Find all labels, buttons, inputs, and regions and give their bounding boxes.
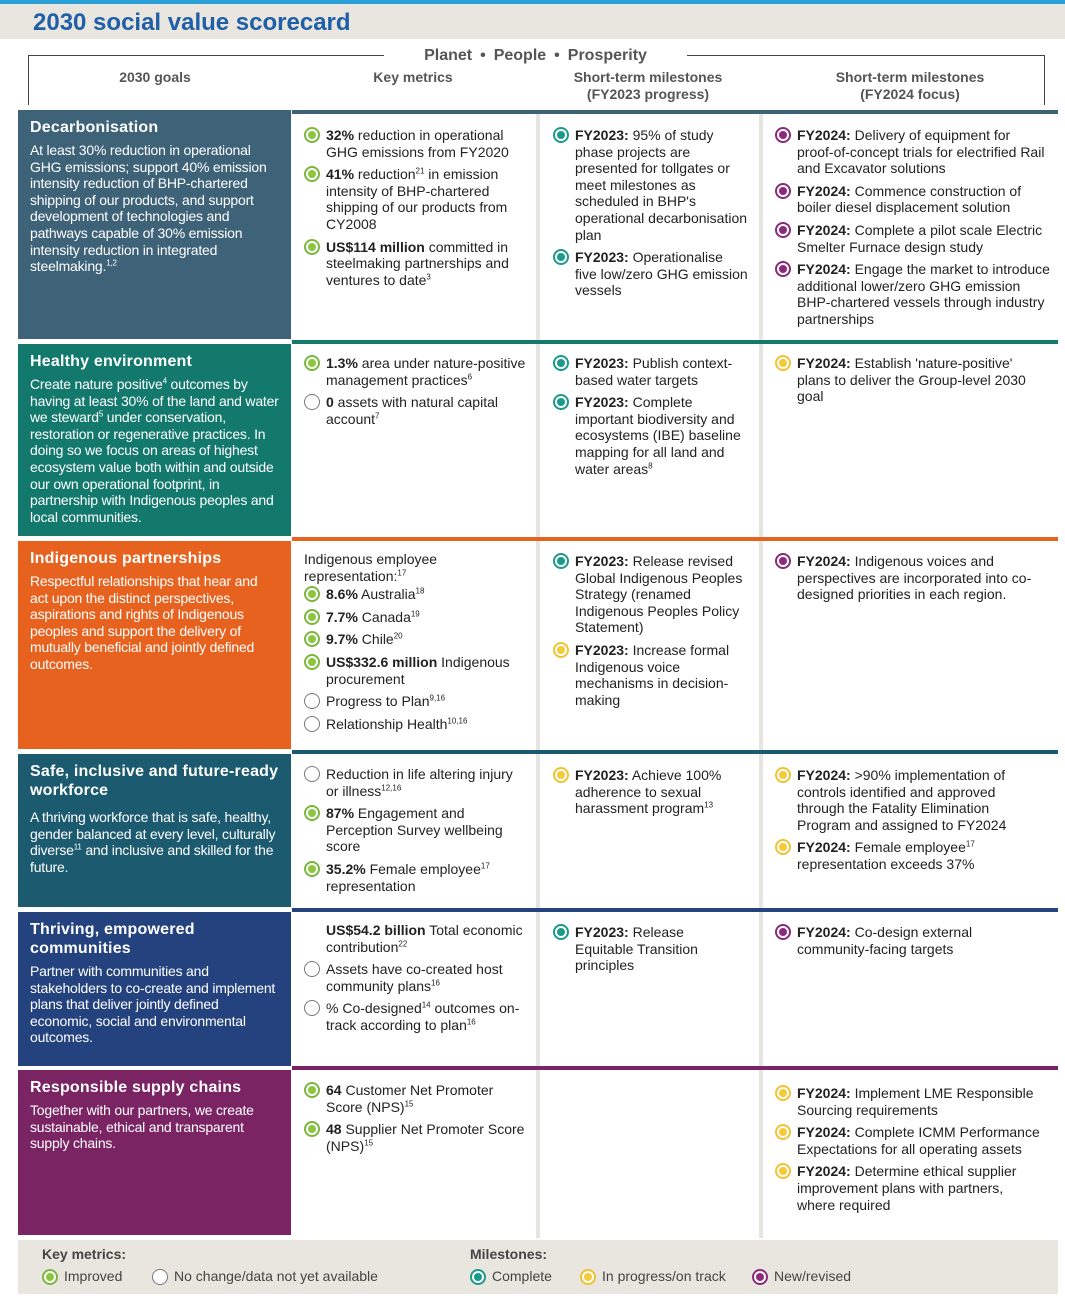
metric-item: 35.2% Female employee$^{17}$ representation — [304, 861, 526, 894]
tagline-dot: • — [554, 47, 560, 64]
milestone-item: FY2023: Operationalise five low/zero GHG emission vessels — [553, 249, 748, 299]
new-revised-icon — [775, 261, 791, 277]
header-fy2024 — [810, 69, 1010, 103]
legend-complete: Complete — [470, 1268, 552, 1285]
row-divider-workforce — [292, 750, 1058, 754]
metric-item: Assets have co-created host community plans$^{16}$ — [304, 961, 526, 994]
complete-icon — [553, 553, 569, 569]
metrics-decarbonisation — [304, 127, 526, 294]
goal-description: Create nature positive$^4$ outcomes by having at least 30% of the land and water we steward$^5$ under conservation, restoration or regenerative practices. In doing so we focus on areas of highest ecosystem value both within and outside our own operational footprint, in partnership with Indigenous peoples and local communities. — [30, 376, 279, 525]
in-progress-icon — [775, 1085, 791, 1101]
improved-icon — [304, 631, 320, 647]
milestone-item: FY2024: Indigenous voices and perspectives are incorporated into co-designed priorities in each region. — [775, 553, 1040, 603]
in-progress-icon — [775, 839, 791, 855]
milestone-item: FY2024: Determine ethical supplier improvement plans with partners, where required — [775, 1163, 1045, 1213]
improved-icon — [304, 654, 320, 670]
milestone-item: FY2024: Complete ICMM Performance Expectations for all operating assets — [775, 1124, 1045, 1157]
metric-item: Reduction in life altering injury or illness$^{12,16}$ — [304, 766, 526, 799]
improved-icon — [304, 127, 320, 143]
tagline-planet: Planet — [424, 47, 473, 64]
fy2024-healthy — [775, 355, 1035, 411]
milestone-item: FY2024: Commence construction of boiler diesel displacement solution — [775, 183, 1050, 216]
improved-icon — [304, 1082, 320, 1098]
in-progress-icon — [580, 1269, 596, 1285]
legend-new-revised: New/revised — [752, 1268, 851, 1285]
goal-title: Responsible supply chains — [30, 1079, 242, 1096]
legend-no-change: No change/data not yet available — [152, 1268, 378, 1285]
new-revised-icon — [775, 183, 791, 199]
goal-healthy-environment — [18, 344, 291, 536]
row-divider-healthy — [292, 340, 1058, 344]
milestone-item: FY2024: Establish 'nature-positive' plans to deliver the Group-level 2030 goal — [775, 355, 1035, 405]
header-fy2024-line1: Short-term milestones — [835, 69, 985, 85]
header-fy2023-line1: Short-term milestones — [573, 69, 723, 85]
milestone-item: FY2023: Increase formal Indigenous voice mechanisms in decision-making — [553, 642, 748, 708]
milestone-item: FY2023: Complete important biodiversity and ecosystems (IBE) baseline mapping for all land and water areas$^8$ — [553, 394, 748, 477]
tagline — [384, 45, 687, 67]
goal-description: A thriving workforce that is safe, healthy, gender balanced at every level, culturally diverse$^{11}$ and inclusive and skilled for the future. — [30, 809, 276, 875]
in-progress-icon — [553, 767, 569, 783]
page-title: 2030 social value scorecard — [33, 9, 351, 36]
fy2023-decarbonisation — [553, 127, 748, 305]
in-progress-icon — [775, 355, 791, 371]
row-divider-supply — [292, 1066, 1058, 1070]
metric-item: US$114 million committed in steelmaking partnerships and ventures to date$^3$ — [304, 239, 526, 289]
fy2023-communities — [553, 924, 733, 980]
new-revised-icon — [775, 222, 791, 238]
complete-icon — [553, 355, 569, 371]
metric-item: 48 Supplier Net Promoter Score (NPS)$^{15}$ — [304, 1121, 526, 1154]
row-divider-decarbonisation — [292, 110, 1058, 114]
fy2024-communities — [775, 924, 1015, 963]
metrics-supply — [304, 1082, 526, 1160]
legend-milestones-label: Milestones: — [470, 1246, 548, 1262]
complete-icon — [553, 924, 569, 940]
goal-title: Safe, inclusive and future-ready workforce — [30, 763, 279, 799]
no-change-icon — [304, 716, 320, 732]
new-revised-icon — [775, 553, 791, 569]
fy2024-decarbonisation — [775, 127, 1050, 334]
improved-icon — [304, 1121, 320, 1137]
fy2023-healthy — [553, 355, 748, 483]
fy2024-indigenous — [775, 553, 1040, 609]
in-progress-icon — [775, 767, 791, 783]
no-change-icon — [304, 766, 320, 782]
header-key-metrics: Key metrics — [373, 69, 453, 85]
improved-icon — [304, 586, 320, 602]
legend-improved: Improved — [42, 1268, 122, 1285]
complete-icon — [470, 1269, 486, 1285]
fy2024-supply — [775, 1085, 1045, 1219]
metric-item: 32% reduction in operational GHG emissions from FY2020 — [304, 127, 526, 160]
metric-item: US$54.2 billion Total economic contribution$^{22}$ — [326, 922, 523, 955]
metric-item: 7.7% Canada$^{19}$ — [304, 609, 526, 626]
metric-intro: Indigenous employee representation:$^{17}$ — [304, 551, 438, 584]
metric-item: Relationship Health$^{10,16}$ — [304, 716, 526, 733]
goal-communities — [18, 912, 291, 1066]
metric-item: Progress to Plan$^{9,16}$ — [304, 693, 526, 710]
milestone-item: FY2024: Female employee$^{17}$ representation exceeds 37% — [775, 839, 1035, 872]
metric-item: 9.7% Chile$^{20}$ — [304, 631, 526, 648]
improved-icon — [304, 805, 320, 821]
goal-description: Partner with communities and stakeholders to co-create and implement plans that deliver jointly defined economic, social and environmental outcomes. — [30, 963, 276, 1046]
in-progress-icon — [553, 642, 569, 658]
metric-item: 41% reduction$^{21}$ in emission intensity of BHP-chartered shipping of our products from CY2008 — [304, 166, 526, 232]
improved-icon — [304, 239, 320, 255]
no-change-icon — [304, 394, 320, 410]
improved-icon — [304, 166, 320, 182]
tagline-people: People — [493, 47, 547, 64]
goal-decarbonisation — [18, 110, 291, 339]
legend — [18, 1240, 1058, 1294]
milestone-item: FY2023: 95% of study phase projects are presented for tollgates or meet milestones as scheduled in BHP's operational decarbonisation plan — [553, 127, 748, 243]
milestone-item: FY2024: >90% implementation of controls identified and approved through the Fatality Elimination Program and assigned to FY2024 — [775, 767, 1035, 833]
no-change-icon — [304, 1000, 320, 1016]
metric-item: 1.3% area under nature-positive management practices$^6$ — [304, 355, 526, 388]
milestone-item: FY2023: Release revised Global Indigenous Peoples Strategy (renamed Indigenous Peoples Policy Statement) — [553, 553, 748, 636]
goal-description: Respectful relationships that hear and act upon the distinct perspectives, aspirations and rights of Indigenous peoples and support the delivery of mutually beneficial and jointly defined outcomes. — [30, 573, 258, 672]
title-bar — [0, 4, 1065, 39]
goal-description: At least 30% reduction in operational GHG emissions; support 40% emission intensity reduction of BHP-chartered shipping of our products, and support development of technologies and pathways capable of 30% emission intensity reduction in integrated steelmaking.$^{1,2}$ — [30, 142, 267, 275]
goal-title: Healthy environment — [30, 353, 193, 370]
new-revised-icon — [752, 1269, 768, 1285]
complete-icon — [553, 394, 569, 410]
no-change-icon — [152, 1269, 168, 1285]
metric-item: 0 assets with natural capital account$^7$ — [304, 394, 526, 427]
metrics-indigenous — [304, 551, 526, 738]
no-change-icon — [304, 961, 320, 977]
row-divider-indigenous — [292, 537, 1058, 541]
goal-title: Thriving, empowered communities — [30, 921, 195, 957]
in-progress-icon — [775, 1124, 791, 1140]
milestone-item: FY2023: Release Equitable Transition principles — [553, 924, 733, 974]
goal-description: Together with our partners, we create sustainable, ethical and transparent supply chains. — [30, 1102, 254, 1152]
milestone-item: FY2024: Delivery of equipment for proof-of-concept trials for electrified Rail and Excavator solutions — [775, 127, 1050, 177]
header-fy2024-line2: (FY2024 focus) — [860, 86, 960, 102]
milestone-item: FY2023: Publish context-based water targets — [553, 355, 748, 388]
improved-icon — [304, 861, 320, 877]
metric-item: 64 Customer Net Promoter Score (NPS)$^{15}$ — [304, 1082, 526, 1115]
new-revised-icon — [775, 127, 791, 143]
milestone-item: FY2024: Implement LME Responsible Sourcing requirements — [775, 1085, 1045, 1118]
new-revised-icon — [775, 924, 791, 940]
row-divider-communities — [292, 908, 1058, 912]
milestone-item: FY2023: Achieve 100% adherence to sexual harassment program$^{13}$ — [553, 767, 748, 817]
improved-icon — [42, 1269, 58, 1285]
milestone-item: FY2024: Co-design external community-facing targets — [775, 924, 1015, 957]
fy2023-indigenous — [553, 553, 748, 714]
tagline-dot: • — [480, 47, 486, 64]
fy2023-workforce — [553, 767, 748, 823]
no-change-icon — [304, 693, 320, 709]
goal-title: Decarbonisation — [30, 119, 159, 136]
metric-item: US$332.6 million Indigenous procurement — [304, 654, 526, 687]
goal-supply-chains — [18, 1070, 291, 1235]
tagline-prosperity: Prosperity — [567, 47, 647, 64]
legend-in-progress: In progress/on track — [580, 1268, 726, 1285]
improved-icon — [304, 609, 320, 625]
improved-icon — [304, 355, 320, 371]
metrics-workforce — [304, 766, 526, 900]
metric-item: 87% Engagement and Perception Survey wellbeing score — [304, 805, 526, 855]
goal-indigenous-partnerships — [18, 541, 291, 749]
complete-icon — [553, 127, 569, 143]
metric-item: % Co-designed$^{14}$ outcomes on-track according to plan$^{16}$ — [304, 1000, 526, 1033]
in-progress-icon — [775, 1163, 791, 1179]
milestone-item: FY2024: Engage the market to introduce additional lower/zero GHG emission BHP-chartered vessels through industry partnerships — [775, 261, 1050, 327]
goal-title: Indigenous partnerships — [30, 550, 222, 567]
header-fy2023-line2: (FY2023 progress) — [586, 86, 710, 102]
milestone-item: FY2024: Complete a pilot scale Electric Smelter Furnace design study — [775, 222, 1050, 255]
fy2024-workforce — [775, 767, 1035, 879]
complete-icon — [553, 249, 569, 265]
metrics-healthy — [304, 355, 526, 433]
header-fy2023 — [548, 69, 748, 103]
metric-item: 8.6% Australia$^{18}$ — [304, 586, 526, 603]
goal-workforce — [18, 754, 291, 907]
header-goals: 2030 goals — [119, 69, 191, 85]
legend-key-metrics-label: Key metrics: — [42, 1246, 127, 1262]
metrics-communities — [304, 922, 526, 1040]
